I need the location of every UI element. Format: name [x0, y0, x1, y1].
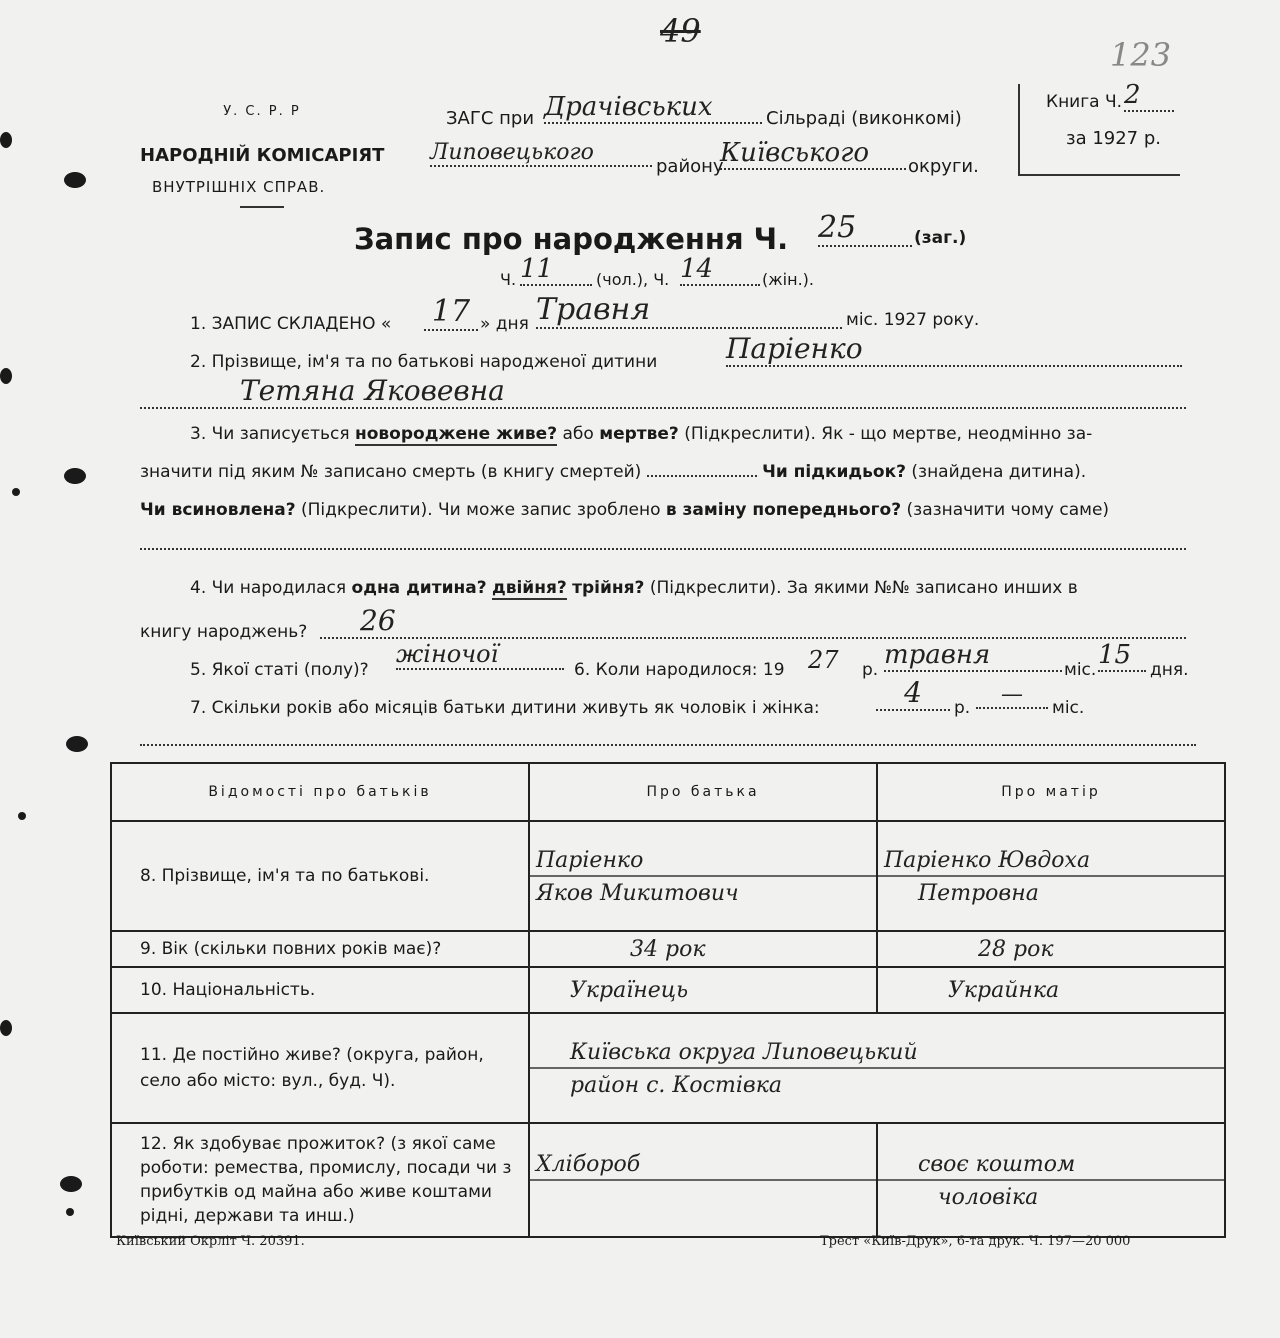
table-row [111, 1123, 1225, 1237]
item3-line2: значити під яким № записано смерть (в книгу смертей) Чи підкидьок? (знайдена дитина). [140, 462, 1087, 482]
zags-village: Драчівських [544, 92, 762, 124]
zags-district: Липовецького [430, 140, 652, 167]
item1-month: Травня [536, 292, 842, 329]
item4-line1: 4. Чи народилася одна дитина? двійня? трійня? (Підкреслити). За якими №№ записано инших в [190, 578, 1078, 598]
record-number: 25 [818, 210, 912, 247]
page-number: 49 [660, 12, 701, 50]
book-year: за 1927 р. [1066, 128, 1162, 149]
record-title: Запис про народження Ч. [354, 222, 789, 256]
item5-label: 5. Якої статі (полу)? [190, 660, 369, 680]
item1-label: 1. ЗАПИС СКЛАДЕНО « [190, 314, 392, 334]
binder-hole [64, 172, 86, 188]
item6-year: 27 [808, 646, 839, 674]
header-mother: Про матір [877, 763, 1225, 821]
item2-label: 2. Прізвище, ім'я та по батькові народженої дитини [190, 352, 658, 372]
item7-blank-line [140, 744, 1196, 746]
item3-line3: Чи всиновлена? (Підкреслити). Чи може запис зроблено в заміну попереднього? (зазначити чому саме) [140, 500, 1110, 520]
binder-hole [12, 488, 20, 496]
item7-label: 7. Скільки років або місяців батьки дитини живуть як чоловік і жінка: [190, 698, 820, 718]
table-row [111, 821, 1225, 931]
mother-value: чоловіка [938, 1185, 1039, 1210]
item6-mis: міс. [1064, 660, 1097, 680]
mother-value: своє коштом [878, 1148, 1224, 1181]
item7-months: — [976, 682, 1048, 709]
table-header-row [111, 763, 1225, 821]
male-label: (чол.), Ч. [596, 270, 670, 289]
total-label: (заг.) [914, 228, 967, 248]
table-row [111, 931, 1225, 967]
male-count: 11 [520, 254, 592, 286]
mother-value: Петровна [918, 881, 1039, 906]
binder-hole [60, 1176, 82, 1192]
mother-value: 28 рок [877, 931, 1225, 967]
row-label: 9. Вік (скільки повних років має)? [111, 931, 529, 967]
mother-value: Паріенко Ювдоха [878, 844, 1224, 877]
binder-hole [0, 132, 12, 148]
item1-day: 17 [424, 294, 478, 331]
footer-right: Трест «Київ-Друк», 6-та друк. Ч. 197—20 000 [820, 1234, 1131, 1249]
book-number: 2 [1124, 80, 1174, 112]
father-value: 34 рок [529, 931, 877, 967]
item6-day: 15 [1098, 640, 1146, 672]
item5-value: жіночої [396, 640, 564, 670]
female-label: (жін.). [762, 270, 814, 289]
divider [240, 206, 284, 208]
item6-month: травня [884, 640, 1062, 672]
item6-label: 6. Коли народилося: 19 [574, 660, 785, 680]
mother-value: Украйнка [877, 967, 1225, 1013]
father-value: Паріенко [530, 844, 876, 877]
item4-value: 26 [320, 604, 1186, 639]
book-label: Книга Ч. [1046, 92, 1123, 112]
corner-number: 123 [1110, 36, 1172, 74]
father-value: Київська округа Липовецький [530, 1036, 1224, 1069]
item2-surname: Паріенко [726, 332, 1182, 367]
row-label: 12. Як здобуває прожиток? (з якої саме роботи: ремества, промислу, посади чи з прибутків од майна або живе коштами рідні, держави та инш.) [111, 1123, 529, 1237]
binder-hole [66, 736, 88, 752]
father-value [530, 1181, 876, 1212]
item7-mis: міс. [1052, 698, 1085, 718]
ch-label: Ч. [500, 270, 517, 289]
item3-blank-line [140, 548, 1186, 550]
internal-affairs-label: ВНУТРІШНІХ СПРАВ. [152, 178, 326, 196]
binder-hole [18, 812, 26, 820]
table-row [111, 1013, 1225, 1123]
parents-table [110, 762, 1226, 1238]
father-value: район с. Костівка [570, 1073, 782, 1098]
item2-name: Тетяна Яковевна [140, 374, 1186, 409]
binder-hole [0, 368, 12, 384]
binder-hole [64, 468, 86, 484]
father-value: Українець [529, 967, 877, 1013]
female-count: 14 [680, 254, 760, 286]
row-label: 8. Прізвище, ім'я та по батькові. [111, 821, 529, 931]
header-father: Про батька [529, 763, 877, 821]
item4-line2-label: книгу народжень? [140, 622, 308, 642]
row-label: 11. Де постійно живе? (округа, район, село або місто: вул., буд. Ч). [111, 1013, 529, 1123]
item3-line1: 3. Чи записується новороджене живе? або мертве? (Підкреслити). Як - що мертве, неодмінно за- [190, 424, 1093, 444]
zags-district-label: району [656, 156, 724, 177]
binder-hole [66, 1208, 74, 1216]
father-value: Яков Микитович [536, 881, 739, 906]
item1-mid: » дня [480, 314, 529, 334]
row-label: 10. Національність. [111, 967, 529, 1013]
father-value: Хлібороб [530, 1148, 876, 1181]
footer-left: Київський Окрліт Ч. 20391. [116, 1234, 305, 1249]
ussr-label: У. С. Р. Р [223, 104, 301, 119]
item7-years: 4 [876, 676, 950, 711]
zags-suffix: Сільраді (виконкомі) [766, 108, 962, 129]
commissariat-label: НАРОДНІЙ КОМІСАРІЯТ [140, 145, 385, 166]
header-info: Відомості про батьків [111, 763, 529, 821]
zags-prefix: ЗАГС при [446, 108, 535, 129]
item7-r: р. [954, 698, 971, 718]
zags-okrug-label: округи. [908, 156, 979, 177]
item1-end: міс. 1927 року. [846, 310, 980, 330]
item6-r: р. [862, 660, 879, 680]
binder-hole [0, 1020, 12, 1036]
table-row [111, 967, 1225, 1013]
item6-dnya: дня. [1150, 660, 1189, 680]
zags-okrug: Київського [720, 138, 906, 170]
